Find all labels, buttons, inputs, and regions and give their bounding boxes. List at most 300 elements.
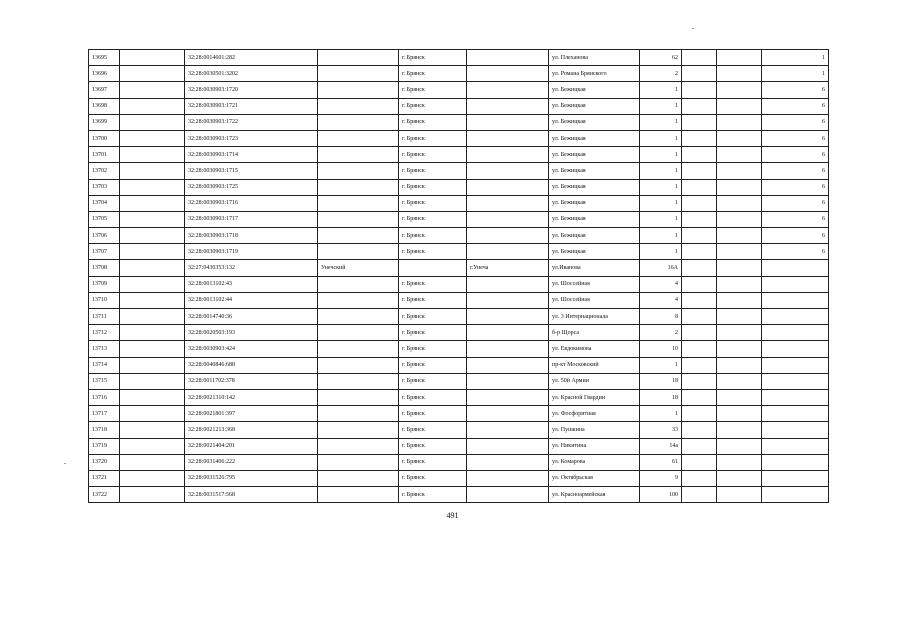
cell-cadastral-number: 32:28:0013102:43 (185, 276, 318, 292)
table-row (89, 260, 829, 276)
cell-empty (682, 325, 717, 341)
cell-row-number: 13705 (89, 211, 120, 227)
cell-district (318, 147, 399, 163)
cell-empty (120, 292, 185, 308)
cell-empty (120, 66, 185, 82)
cell-district (318, 276, 399, 292)
table-body (89, 50, 829, 503)
table-row (89, 50, 829, 66)
cell-apartment (762, 438, 829, 454)
cell-city (467, 163, 549, 179)
cell-row-number: 13702 (89, 163, 120, 179)
cell-cadastral-number: 32:28:0030903:1714 (185, 147, 318, 163)
cell-apartment (762, 487, 829, 503)
cell-cadastral-number: 32:28:0030903:1722 (185, 114, 318, 130)
cell-apartment (762, 341, 829, 357)
cell-empty (682, 195, 717, 211)
cell-district (318, 163, 399, 179)
table-row (89, 438, 829, 454)
cell-locality: г. Брянск (399, 309, 467, 325)
cell-row-number: 13713 (89, 341, 120, 357)
table-row (89, 406, 829, 422)
cell-empty (682, 82, 717, 98)
table-row (89, 292, 829, 308)
cell-house: 1 (640, 357, 682, 373)
cell-house: 1 (640, 163, 682, 179)
cell-cadastral-number: 32:28:0030903:1725 (185, 179, 318, 195)
cell-house: 18 (640, 373, 682, 389)
cell-street: ул. Никитина (549, 438, 640, 454)
cell-empty (682, 260, 717, 276)
cell-district (318, 438, 399, 454)
cell-street: ул. Бежицкая (549, 195, 640, 211)
cell-empty (682, 357, 717, 373)
cell-city (467, 373, 549, 389)
cell-city: г.Унеча (467, 260, 549, 276)
cell-district (318, 487, 399, 503)
cell-row-number: 13710 (89, 292, 120, 308)
cell-empty (717, 147, 762, 163)
cell-district (318, 309, 399, 325)
cell-house: 1 (640, 114, 682, 130)
cell-locality: г. Брянск (399, 487, 467, 503)
cell-empty (682, 487, 717, 503)
cell-empty (120, 341, 185, 357)
table-row (89, 341, 829, 357)
cell-city (467, 82, 549, 98)
cell-empty (120, 487, 185, 503)
cell-house: 62 (640, 50, 682, 66)
cell-locality: г. Брянск (399, 276, 467, 292)
cell-row-number: 13708 (89, 260, 120, 276)
cell-apartment: 6 (762, 244, 829, 260)
cell-apartment: 6 (762, 130, 829, 146)
cell-district (318, 406, 399, 422)
table-row (89, 309, 829, 325)
cell-empty (717, 179, 762, 195)
cell-empty (120, 163, 185, 179)
cell-empty (717, 276, 762, 292)
cell-cadastral-number: 32:28:0031526:795 (185, 470, 318, 486)
cell-empty (717, 211, 762, 227)
cell-empty (717, 341, 762, 357)
cell-empty (120, 325, 185, 341)
cell-empty (717, 357, 762, 373)
cell-empty (120, 50, 185, 66)
cell-locality: г. Брянск (399, 406, 467, 422)
cell-empty (682, 130, 717, 146)
cell-street: пр-кт Московский (549, 357, 640, 373)
cell-apartment (762, 454, 829, 470)
cell-locality: г. Брянск (399, 389, 467, 405)
cell-empty (120, 114, 185, 130)
cell-empty (717, 260, 762, 276)
cell-empty (120, 357, 185, 373)
cell-locality: г. Брянск (399, 373, 467, 389)
cell-row-number: 13701 (89, 147, 120, 163)
cell-apartment (762, 276, 829, 292)
cell-cadastral-number: 32:28:0021801:397 (185, 406, 318, 422)
cell-cadastral-number: 32:28:0030903:1720 (185, 82, 318, 98)
table-row (89, 114, 829, 130)
cell-city (467, 66, 549, 82)
table-row (89, 373, 829, 389)
cell-apartment: 1 (762, 50, 829, 66)
cell-house: 4 (640, 292, 682, 308)
cell-apartment (762, 292, 829, 308)
cell-street: ул. Красной Гвардии (549, 389, 640, 405)
cell-row-number: 13716 (89, 389, 120, 405)
cell-empty (682, 309, 717, 325)
cell-city (467, 292, 549, 308)
cell-cadastral-number: 32:28:0011702:378 (185, 373, 318, 389)
cell-district (318, 454, 399, 470)
cell-locality: г. Брянск (399, 357, 467, 373)
cell-house: 1 (640, 82, 682, 98)
cell-city (467, 228, 549, 244)
cell-street: ул. Бежицкая (549, 244, 640, 260)
cell-empty (717, 292, 762, 308)
cell-locality: г. Брянск (399, 195, 467, 211)
cell-empty (682, 244, 717, 260)
cell-empty (717, 309, 762, 325)
cell-city (467, 357, 549, 373)
cell-empty (682, 454, 717, 470)
cell-street: ул. Евдокимова (549, 341, 640, 357)
scan-speck (64, 463, 66, 464)
cell-house: 1 (640, 147, 682, 163)
cell-house: 100 (640, 487, 682, 503)
cell-empty (717, 82, 762, 98)
cell-street: ул. Бежицкая (549, 130, 640, 146)
cell-city (467, 454, 549, 470)
cell-apartment (762, 389, 829, 405)
cell-cadastral-number: 32:28:0030903:1716 (185, 195, 318, 211)
cell-city (467, 389, 549, 405)
cell-row-number: 13717 (89, 406, 120, 422)
cell-house: 1 (640, 244, 682, 260)
cell-house: 8 (640, 309, 682, 325)
cell-locality: г. Брянск (399, 422, 467, 438)
cell-empty (717, 373, 762, 389)
cell-street: ул. Бежицкая (549, 147, 640, 163)
page-number: 491 (446, 511, 459, 520)
cell-empty (120, 195, 185, 211)
cell-row-number: 13719 (89, 438, 120, 454)
cell-empty (717, 50, 762, 66)
cell-house: 10 (640, 341, 682, 357)
cell-street: б-р Щорса (549, 325, 640, 341)
cell-empty (717, 228, 762, 244)
cell-empty (120, 422, 185, 438)
cell-apartment: 1 (762, 66, 829, 82)
cell-apartment (762, 357, 829, 373)
cell-empty (120, 406, 185, 422)
cell-locality: г. Брянск (399, 470, 467, 486)
cell-city (467, 438, 549, 454)
cell-district (318, 470, 399, 486)
cell-house: 16А (640, 260, 682, 276)
cell-district (318, 357, 399, 373)
cell-cadastral-number: 32:28:0031406:222 (185, 454, 318, 470)
cell-empty (682, 211, 717, 227)
cell-empty (120, 130, 185, 146)
cell-empty (682, 98, 717, 114)
cell-street: ул. Бежицкая (549, 98, 640, 114)
cell-district (318, 66, 399, 82)
cell-locality: г. Брянск (399, 82, 467, 98)
cell-locality: г. Брянск (399, 130, 467, 146)
cell-row-number: 13711 (89, 309, 120, 325)
cell-cadastral-number: 32:28:0021404:201 (185, 438, 318, 454)
cell-empty (682, 179, 717, 195)
cell-apartment (762, 422, 829, 438)
cell-empty (120, 179, 185, 195)
cell-district (318, 228, 399, 244)
cell-empty (717, 130, 762, 146)
cell-empty (120, 373, 185, 389)
cell-empty (120, 228, 185, 244)
cell-empty (682, 373, 717, 389)
cell-apartment (762, 373, 829, 389)
cell-locality: г. Брянск (399, 66, 467, 82)
cell-empty (120, 438, 185, 454)
cell-city (467, 50, 549, 66)
registry-table (88, 49, 829, 503)
cell-row-number: 13715 (89, 373, 120, 389)
cell-empty (120, 389, 185, 405)
cell-street: ул. Бежицкая (549, 211, 640, 227)
cell-row-number: 13697 (89, 82, 120, 98)
cell-apartment: 6 (762, 228, 829, 244)
cell-locality: г. Брянск (399, 325, 467, 341)
cell-house: 9 (640, 470, 682, 486)
cell-house: 2 (640, 325, 682, 341)
cell-row-number: 13704 (89, 195, 120, 211)
table-row (89, 470, 829, 486)
cell-empty (120, 82, 185, 98)
cell-city (467, 309, 549, 325)
cell-row-number: 13696 (89, 66, 120, 82)
cell-row-number: 13722 (89, 487, 120, 503)
cell-empty (717, 325, 762, 341)
cell-row-number: 13709 (89, 276, 120, 292)
cell-district (318, 82, 399, 98)
cell-district (318, 130, 399, 146)
cell-apartment: 6 (762, 114, 829, 130)
cell-city (467, 179, 549, 195)
cell-house: 33 (640, 422, 682, 438)
table-row (89, 66, 829, 82)
cell-street: ул. Бежицкая (549, 82, 640, 98)
cell-empty (682, 406, 717, 422)
table-row (89, 163, 829, 179)
cell-row-number: 13698 (89, 98, 120, 114)
cell-city (467, 470, 549, 486)
cell-cadastral-number: 32:28:0040846:688 (185, 357, 318, 373)
cell-cadastral-number: 32:28:0013102:44 (185, 292, 318, 308)
cell-city (467, 422, 549, 438)
cell-cadastral-number: 32:28:0030903:1715 (185, 163, 318, 179)
cell-empty (717, 163, 762, 179)
cell-city (467, 487, 549, 503)
cell-district (318, 325, 399, 341)
table-row (89, 357, 829, 373)
cell-apartment: 6 (762, 211, 829, 227)
cell-apartment (762, 406, 829, 422)
cell-house: 1 (640, 179, 682, 195)
table-row (89, 130, 829, 146)
cell-apartment: 6 (762, 147, 829, 163)
cell-cadastral-number: 32:28:0014740:36 (185, 309, 318, 325)
table-row (89, 454, 829, 470)
cell-empty (682, 422, 717, 438)
cell-locality: г. Брянск (399, 163, 467, 179)
cell-city (467, 276, 549, 292)
cell-street: ул. Шоссейная (549, 292, 640, 308)
cell-cadastral-number: 32:28:0030903:1719 (185, 244, 318, 260)
cell-city (467, 147, 549, 163)
cell-row-number: 13695 (89, 50, 120, 66)
cell-empty (717, 114, 762, 130)
cell-empty (682, 470, 717, 486)
cell-empty (682, 292, 717, 308)
cell-house: 1 (640, 195, 682, 211)
cell-cadastral-number: 32:28:0021310:142 (185, 389, 318, 405)
cell-street: ул. Бежицкая (549, 114, 640, 130)
cell-empty (682, 163, 717, 179)
cell-apartment: 6 (762, 179, 829, 195)
cell-row-number: 13712 (89, 325, 120, 341)
cell-city (467, 130, 549, 146)
table-row (89, 82, 829, 98)
cell-empty (682, 389, 717, 405)
cell-locality: г. Брянск (399, 211, 467, 227)
cell-cadastral-number: 32:28:0014601:282 (185, 50, 318, 66)
cell-apartment (762, 309, 829, 325)
cell-street: ул. Бежицкая (549, 228, 640, 244)
cell-apartment (762, 470, 829, 486)
cell-house: 1 (640, 130, 682, 146)
cell-street: ул. Октябрьская (549, 470, 640, 486)
cell-empty (717, 195, 762, 211)
cell-district (318, 292, 399, 308)
cell-empty (682, 50, 717, 66)
cell-locality: г. Брянск (399, 454, 467, 470)
cell-city (467, 244, 549, 260)
cell-empty (717, 438, 762, 454)
cell-empty (717, 389, 762, 405)
cell-street: ул. 3 Интернационала (549, 309, 640, 325)
cell-empty (717, 98, 762, 114)
cell-cadastral-number: 32:28:0021213:368 (185, 422, 318, 438)
cell-cadastral-number: 32:28:0030903:424 (185, 341, 318, 357)
cell-city (467, 98, 549, 114)
cell-empty (682, 114, 717, 130)
cell-cadastral-number: 32:28:0030903:1718 (185, 228, 318, 244)
cell-district (318, 389, 399, 405)
cell-empty (682, 438, 717, 454)
cell-apartment (762, 260, 829, 276)
cell-empty (717, 422, 762, 438)
table-row (89, 211, 829, 227)
cell-row-number: 13718 (89, 422, 120, 438)
cell-row-number: 13700 (89, 130, 120, 146)
cell-locality: г. Брянск (399, 244, 467, 260)
cell-cadastral-number: 32:28:0020503:193 (185, 325, 318, 341)
cell-empty (682, 276, 717, 292)
cell-empty (120, 147, 185, 163)
cell-district (318, 50, 399, 66)
cell-street: ул. Романа Брянского (549, 66, 640, 82)
cell-empty (120, 454, 185, 470)
cell-cadastral-number: 32:28:0030501:3202 (185, 66, 318, 82)
cell-cadastral-number: 32:28:0030903:1717 (185, 211, 318, 227)
table-row (89, 276, 829, 292)
cell-house: 18 (640, 389, 682, 405)
cell-house: 61 (640, 454, 682, 470)
cell-district: Унечский (318, 260, 399, 276)
cell-locality: г. Брянск (399, 50, 467, 66)
cell-district (318, 195, 399, 211)
cell-locality: г. Брянск (399, 179, 467, 195)
cell-empty (120, 98, 185, 114)
cell-street: ул. Пушкина (549, 422, 640, 438)
cell-cadastral-number: 32:28:0030903:1721 (185, 98, 318, 114)
cell-empty (120, 276, 185, 292)
cell-district (318, 98, 399, 114)
cell-city (467, 341, 549, 357)
cell-empty (717, 454, 762, 470)
cell-street: ул. Фосфоритная (549, 406, 640, 422)
cell-apartment: 6 (762, 98, 829, 114)
cell-locality: г. Брянск (399, 228, 467, 244)
cell-empty (682, 228, 717, 244)
cell-empty (682, 147, 717, 163)
cell-street: ул. Плеханова (549, 50, 640, 66)
cell-row-number: 13707 (89, 244, 120, 260)
table-row (89, 195, 829, 211)
cell-district (318, 211, 399, 227)
cell-empty (717, 244, 762, 260)
cell-row-number: 13703 (89, 179, 120, 195)
cell-empty (717, 470, 762, 486)
table-row (89, 228, 829, 244)
cell-district (318, 179, 399, 195)
cell-district (318, 422, 399, 438)
cell-house: 2 (640, 66, 682, 82)
cell-cadastral-number: 32:28:0030903:1723 (185, 130, 318, 146)
cell-row-number: 13699 (89, 114, 120, 130)
table-row (89, 422, 829, 438)
cell-street: ул. 50й Армии (549, 373, 640, 389)
table-row (89, 389, 829, 405)
cell-cadastral-number: 32:27:0430353:132 (185, 260, 318, 276)
cell-city (467, 406, 549, 422)
cell-locality: г. Брянск (399, 114, 467, 130)
cell-house: 1 (640, 228, 682, 244)
cell-empty (717, 406, 762, 422)
cell-empty (717, 487, 762, 503)
cell-city (467, 211, 549, 227)
table-row (89, 487, 829, 503)
table-row (89, 244, 829, 260)
cell-locality (399, 260, 467, 276)
cell-city (467, 325, 549, 341)
cell-empty (120, 309, 185, 325)
cell-locality: г. Брянск (399, 341, 467, 357)
cell-locality: г. Брянск (399, 438, 467, 454)
